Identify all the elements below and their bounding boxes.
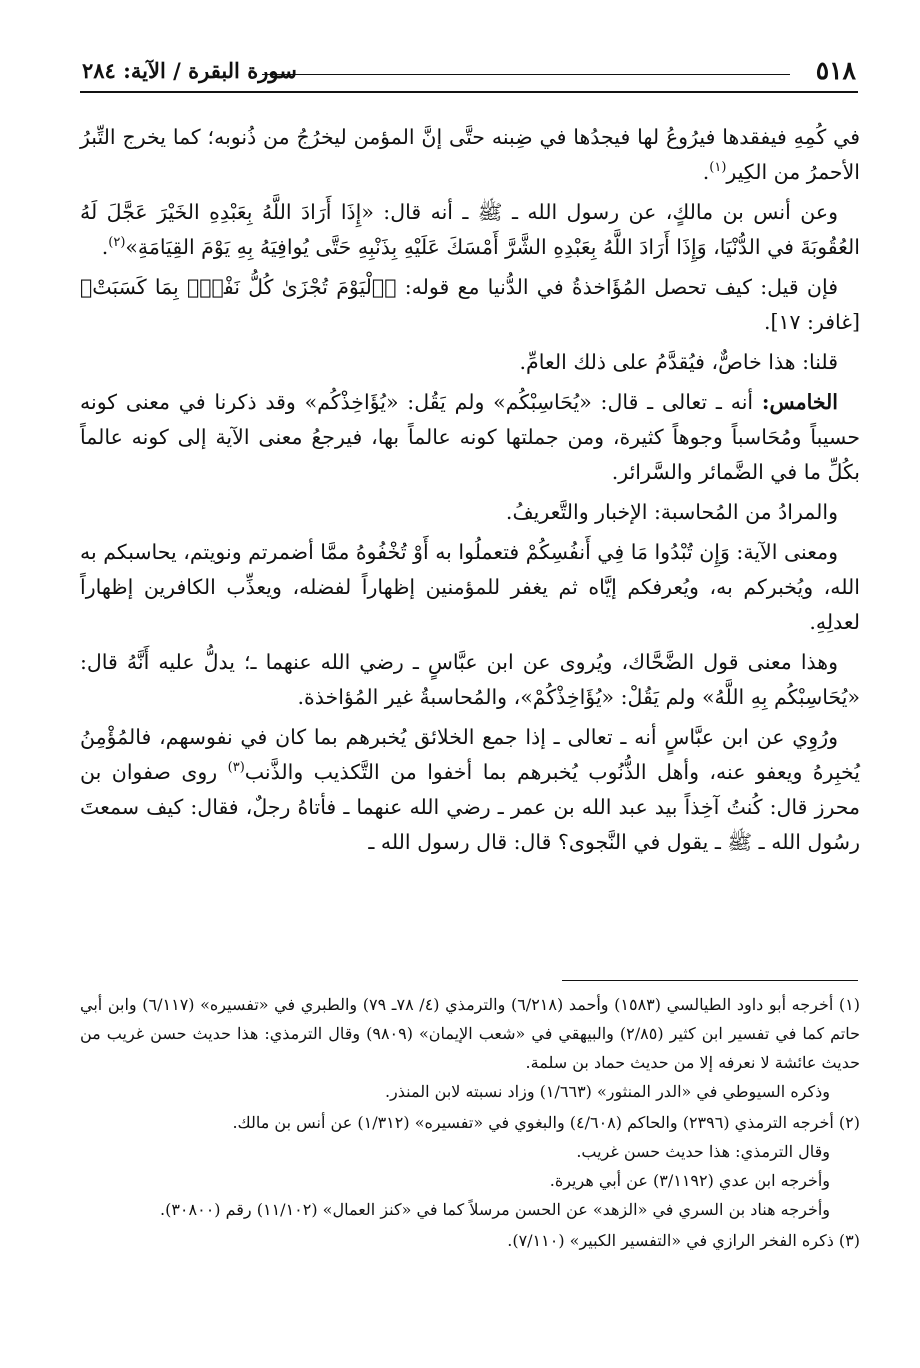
footnote-marker[interactable]: (٣) (227, 760, 245, 776)
paragraph-text: أنه ـ تعالى ـ قال: «يُحَاسِبْكُم» ولم يَقُل: «يُؤَاخِذْكُم» وقد ذكرنا في معنى كونه حسيباً ومُحَاسباً وجوهاً كثيرة، ومن جملتها كونه عالماً بها، فيرجعُ معنى الآية إلى كونه عالماً بكُلِّ ما في الضَّمائر والسَّرائر. (80, 390, 860, 484)
footnote-3 (80, 1226, 860, 1255)
footnote-text: وذكره السيوطي في «الدر المنثور» (١/٦٦٣) وزاد نسبته لابن المنذر. (384, 1082, 830, 1101)
footnote-text: (٣) ذكره الفخر الرازي في «التفسير الكبير» (٧/١١٠). (507, 1231, 860, 1250)
paragraph: ومعنى الآية: وَإِن تُبْدُوا مَا فِي أَنفُسِكُمْ فتعملُوا به أَوْ تُخْفُوهُ ممَّا أضمرتم ونويتم، يحاسبكم به الله، ويُخبركم به، ويُعرفكم إيَّاه ثم يغفر للمؤمنين إظهاراً لفضله، ويعذِّب الكافرين إظهاراً لعدلِهِ. (80, 540, 860, 634)
paragraph: فإن قيل: كيف تحصل المُؤَاخذةُ في الدُّنيا مع قوله: ﴿ٱلْيَوْمَ تُجْزَىٰ كُلُّ نَفْسٍۭ بِمَا كَسَبَتْ﴾ [غافر: ١٧]. (80, 275, 860, 334)
paragraph: والمرادُ من المُحاسبة: الإخبار والتَّعريفُ. (505, 500, 838, 524)
footnote-text: وأخرجه ابن عدي (٣/١١٩٢) عن أبي هريرة. (549, 1171, 830, 1190)
footnote-separator (562, 980, 858, 981)
main-text (80, 120, 860, 865)
footnotes (80, 990, 860, 1257)
paragraph (80, 720, 860, 860)
footnote-text: وأخرجه هناد بن السري في «الزهد» عن الحسن مرسلاً كما في «كنز العمال» (١١/١٠٢) رقم (٣٠٨٠٠). (160, 1200, 830, 1219)
footnote-marker[interactable]: (٢) (108, 235, 126, 251)
footnote-2 (80, 1108, 860, 1224)
footnote-text: وقال الترمذي: هذا حديث حسن غريب. (576, 1142, 830, 1161)
paragraph (80, 195, 860, 265)
footnote-text: (١) أخرجه أبو داود الطيالسي (١٥٨٣) وأحمد (٦/٢١٨) والترمذي (٤/ ٧٨ـ ٧٩) والطبري في «تفسيره» (٦/١١٧) وابن أبي حاتم كما في تفسير ابن كثير (٢/٨٥) والبيهقي في «شعب الإيمان» (٩٨٠٩) وقال الترمذي: هذا حديث حسن غريب من حديث عائشة لا نعرفه إلا من حديث حماد بن سلمة. (80, 995, 861, 1072)
header-dash-line (262, 74, 790, 75)
paragraph-text: وعن أنس بن مالكٍ، عن رسول الله ـ ﷺ ـ أنه قال: «إِذَا أَرَادَ اللَّهُ بِعَبْدِهِ الخَيْرَ عَجَّلَ لَهُ العُقُوبَةَ في الدُّنْيَا، وَإِذَا أَرَادَ اللَّهُ بِعَبْدِهِ الشَّرَّ أَمْسَكَ عَلَيْهِ بِذَنْبِهِ حَتَّى يُوافِيَهُ بِهِ يَوْمَ القِيَامَةِ» (80, 200, 860, 259)
paragraph-text: في كُمِهِ فيفقدها فيرُوعُ لها فيجدُها في ضِبنه حتَّى إنَّ المؤمن ليخرُجُ من ذُنوبه؛ كما يخرج التِّبرُ الأحمرُ من الكِير (80, 125, 860, 184)
running-head: سورة البقرة / الآية: ٢٨٤ (82, 58, 297, 83)
page-header (82, 54, 856, 90)
paragraph (80, 385, 860, 490)
paragraph-text: روى صفوان بن محرز قال: كُنتُ آخِذاً بيد عبد الله بن عمر ـ رضي الله عنهما ـ فأتاهُ رجلٌ، فقال: كيف سمعتَ رسُول الله ـ ﷺ ـ يقول في النَّجوى؟ قال: قال رسول الله ـ (80, 760, 860, 854)
footnote-1 (80, 990, 860, 1106)
section-lead: الخامس: (761, 390, 838, 414)
page-number: ٥١٨ (815, 56, 856, 85)
paragraph: قلنا: هذا خاصٌّ، فيُقدَّمُ على ذلك العامِّ. (519, 350, 838, 374)
header-rule (80, 91, 858, 93)
paragraph: وهذا معنى قول الضَّحَّاك، ويُروى عن ابن عبَّاسٍ ـ رضي الله عنهما ـ؛ يدلُّ عليه أَنَّهُ قال: «يُحَاسِبْكُم بِهِ اللَّهُ» ولم يَقُلْ: «يُؤَاخِذْكُمْ»، والمُحاسبةُ غير المُؤاخذة. (80, 650, 860, 709)
footnote-text: (٢) أخرجه الترمذي (٢٣٩٦) والحاكم (٤/٦٠٨) والبغوي في «تفسيره» (١/٣١٢) عن أنس بن مالك. (232, 1113, 860, 1132)
footnote-marker[interactable]: (١) (709, 160, 727, 176)
paragraph (80, 120, 860, 190)
paragraph-text: ورُوِي عن ابن عبَّاسٍ أنه ـ تعالى ـ إذا جمع الخلائق يُخبرهم بما كان في نفوسهم، فالمُؤْمِنُ يُخبِرهُ ويعفو عنه، وأهل الذُّنُوب يُخبرهم بما أخفوا من التَّكذيب والذَّنب (80, 725, 860, 784)
paragraph-end: . (702, 160, 710, 184)
paragraph-end: . (101, 235, 109, 259)
